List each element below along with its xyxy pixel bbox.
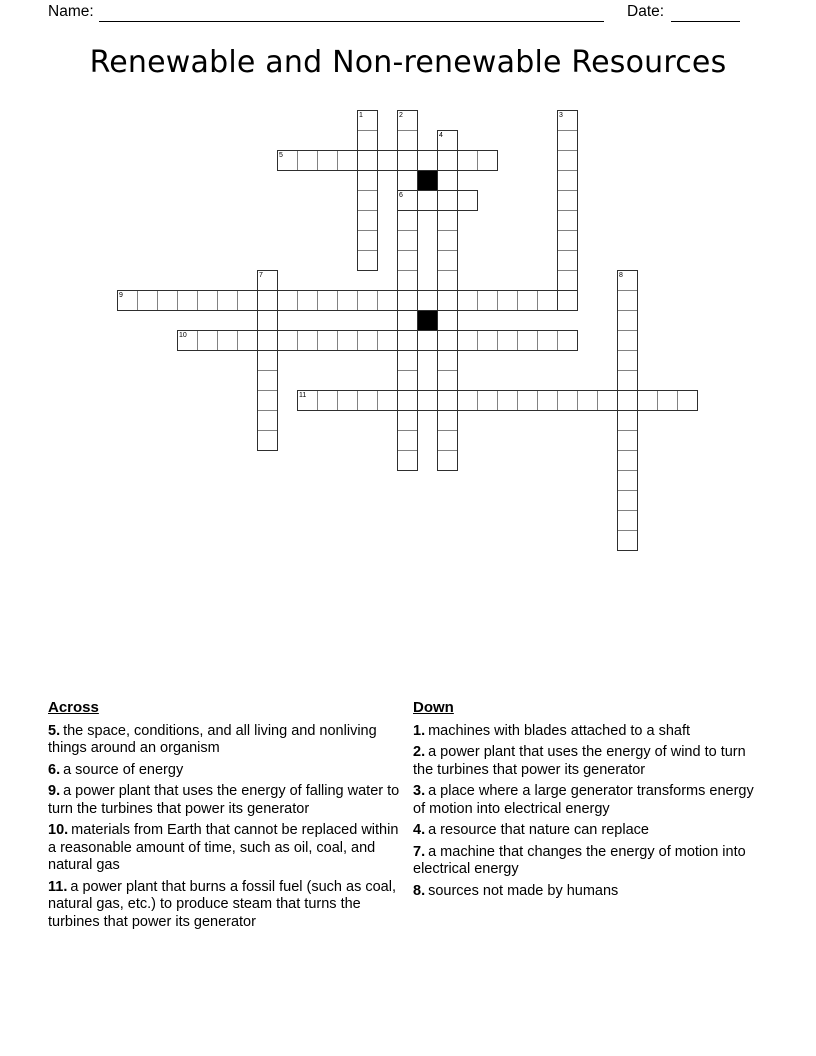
across-clues-section (48, 699, 400, 935)
grid-cell[interactable] (357, 170, 378, 191)
clue-number: 9. (48, 783, 61, 799)
clue-item (48, 822, 400, 875)
clue-number: 2. (413, 744, 426, 760)
grid-cell[interactable] (437, 250, 458, 271)
crossword-grid (117, 110, 698, 551)
grid-cell[interactable] (437, 150, 458, 171)
grid-cell[interactable] (417, 190, 438, 211)
grid-cell[interactable] (517, 290, 538, 311)
grid-cell[interactable] (437, 330, 458, 351)
grid-cell[interactable] (397, 170, 418, 191)
grid-cell[interactable] (397, 350, 418, 371)
grid-cell[interactable] (397, 430, 418, 451)
grid-cell[interactable] (617, 270, 638, 291)
blocked-cell (417, 310, 438, 331)
grid-cell[interactable] (517, 390, 538, 411)
grid-cell[interactable] (557, 230, 578, 251)
grid-cell[interactable] (237, 330, 258, 351)
clue-text: a machine that changes the energy of motion into electrical energy (413, 843, 746, 877)
grid-cell[interactable] (437, 270, 458, 291)
clue-number: 11. (48, 878, 68, 895)
clue-text: a source of energy (63, 761, 184, 778)
grid-cell[interactable] (377, 150, 398, 171)
clue-text: a power plant that burns a fossil fuel (such as coal, natural gas, etc.) to produce steam that turns the turbines that power its generator (48, 878, 396, 930)
grid-cell[interactable] (517, 330, 538, 351)
grid-cell[interactable] (617, 490, 638, 511)
clue-item (413, 844, 765, 879)
grid-cell[interactable] (377, 290, 398, 311)
grid-clue-number: 4 (439, 132, 443, 139)
grid-cell[interactable] (317, 390, 338, 411)
grid-cell[interactable] (297, 290, 318, 311)
grid-cell[interactable] (477, 290, 498, 311)
clue-number: 6. (48, 761, 61, 778)
grid-clue-number: 8 (619, 272, 623, 279)
grid-cell[interactable] (677, 390, 698, 411)
grid-cell[interactable] (437, 130, 458, 151)
grid-cell[interactable] (557, 190, 578, 211)
grid-clue-number: 3 (559, 112, 563, 119)
grid-cell[interactable] (437, 450, 458, 471)
grid-clue-number: 6 (399, 192, 403, 199)
grid-cell[interactable] (177, 290, 198, 311)
grid-cell[interactable] (257, 310, 278, 331)
down-heading: Down (413, 699, 454, 716)
grid-cell[interactable] (457, 390, 478, 411)
grid-cell[interactable] (457, 330, 478, 351)
grid-cell[interactable] (197, 290, 218, 311)
grid-cell[interactable] (497, 290, 518, 311)
across-heading: Across (48, 699, 99, 716)
clue-text: a power plant that uses the energy of falling water to turn the turbines that power its generator (48, 783, 400, 817)
grid-cell[interactable] (297, 150, 318, 171)
grid-cell[interactable] (337, 290, 358, 311)
grid-cell[interactable] (157, 290, 178, 311)
grid-clue-number: 9 (119, 292, 123, 299)
grid-cell[interactable] (257, 350, 278, 371)
grid-cell[interactable] (417, 330, 438, 351)
clue-number: 1. (413, 722, 426, 739)
grid-cell[interactable] (477, 390, 498, 411)
grid-cell[interactable] (557, 390, 578, 411)
grid-cell[interactable] (457, 150, 478, 171)
grid-cell[interactable] (557, 250, 578, 271)
grid-cell[interactable] (617, 330, 638, 351)
grid-cell[interactable] (637, 390, 658, 411)
grid-cell[interactable] (397, 190, 418, 211)
clue-text: sources not made by humans (428, 882, 619, 899)
grid-cell[interactable] (217, 290, 238, 311)
name-fill-line[interactable] (99, 0, 604, 22)
grid-cell[interactable] (397, 330, 418, 351)
grid-cell[interactable] (617, 350, 638, 371)
name-label: Name: (48, 3, 94, 20)
grid-cell[interactable] (657, 390, 678, 411)
grid-cell[interactable] (377, 330, 398, 351)
grid-cell[interactable] (397, 450, 418, 471)
grid-cell[interactable] (617, 430, 638, 451)
grid-cell[interactable] (497, 330, 518, 351)
worksheet-title: Renewable and Non-renewable Resources (89, 45, 727, 80)
clue-text: the space, conditions, and all living and nonliving things around an organism (48, 722, 377, 756)
grid-cell[interactable] (257, 390, 278, 411)
grid-cell[interactable] (397, 210, 418, 231)
blocked-cell (417, 170, 438, 191)
grid-cell[interactable] (557, 150, 578, 171)
grid-cell[interactable] (577, 390, 598, 411)
grid-clue-number: 11 (299, 392, 307, 399)
grid-cell[interactable] (357, 390, 378, 411)
clue-number: 3. (413, 783, 426, 799)
clue-text: a power plant that uses the energy of wind to turn the turbines that power its generator (413, 744, 746, 778)
grid-cell[interactable] (397, 250, 418, 271)
grid-cell[interactable] (397, 150, 418, 171)
grid-cell[interactable] (277, 330, 298, 351)
clue-item (413, 723, 765, 741)
date-fill-line[interactable] (671, 0, 740, 22)
grid-cell[interactable] (417, 150, 438, 171)
grid-cell[interactable] (297, 330, 318, 351)
grid-cell[interactable] (617, 450, 638, 471)
clue-item (413, 883, 765, 901)
grid-cell[interactable] (277, 150, 298, 171)
grid-cell[interactable] (357, 190, 378, 211)
clue-text: a resource that nature can replace (428, 822, 649, 838)
grid-cell[interactable] (477, 330, 498, 351)
clue-number: 5. (48, 722, 61, 739)
grid-cell[interactable] (237, 290, 258, 311)
grid-clue-number: 10 (179, 332, 187, 339)
clue-item (413, 783, 765, 818)
grid-cell[interactable] (337, 150, 358, 171)
grid-cell[interactable] (457, 190, 478, 211)
grid-cell[interactable] (397, 290, 418, 311)
grid-cell[interactable] (177, 330, 198, 351)
grid-cell[interactable] (617, 390, 638, 411)
grid-cell[interactable] (617, 310, 638, 331)
grid-cell[interactable] (437, 370, 458, 391)
grid-cell[interactable] (617, 510, 638, 531)
grid-cell[interactable] (397, 310, 418, 331)
clue-item (48, 723, 400, 758)
grid-cell[interactable] (317, 290, 338, 311)
grid-cell[interactable] (337, 330, 358, 351)
grid-cell[interactable] (437, 170, 458, 191)
grid-cell[interactable] (537, 330, 558, 351)
clue-number: 10. (48, 822, 69, 838)
grid-cell[interactable] (357, 130, 378, 151)
grid-cell[interactable] (357, 210, 378, 231)
grid-cell[interactable] (617, 530, 638, 551)
grid-cell[interactable] (437, 310, 458, 331)
clue-text: machines with blades attached to a shaft (428, 722, 691, 739)
grid-cell[interactable] (337, 390, 358, 411)
grid-cell[interactable] (217, 330, 238, 351)
clue-number: 8. (413, 882, 426, 899)
grid-cell[interactable] (317, 150, 338, 171)
grid-cell[interactable] (617, 290, 638, 311)
grid-cell[interactable] (397, 110, 418, 131)
grid-cell[interactable] (357, 290, 378, 311)
grid-cell[interactable] (317, 330, 338, 351)
grid-cell[interactable] (437, 430, 458, 451)
grid-cell[interactable] (277, 290, 298, 311)
grid-cell[interactable] (437, 350, 458, 371)
grid-cell[interactable] (617, 370, 638, 391)
grid-cell[interactable] (357, 330, 378, 351)
clue-item (413, 822, 765, 840)
grid-cell[interactable] (357, 230, 378, 251)
grid-cell[interactable] (397, 230, 418, 251)
grid-cell[interactable] (197, 330, 218, 351)
grid-clue-number: 5 (279, 152, 283, 159)
grid-cell[interactable] (437, 390, 458, 411)
grid-clue-number: 7 (259, 272, 263, 279)
grid-cell[interactable] (257, 430, 278, 451)
grid-cell[interactable] (397, 130, 418, 151)
grid-cell[interactable] (257, 270, 278, 291)
grid-cell[interactable] (377, 390, 398, 411)
grid-cell[interactable] (257, 290, 278, 311)
grid-cell[interactable] (437, 210, 458, 231)
clue-item (48, 783, 400, 818)
grid-cell[interactable] (557, 270, 578, 291)
grid-cell[interactable] (437, 230, 458, 251)
grid-cell[interactable] (357, 250, 378, 271)
grid-cell[interactable] (397, 410, 418, 431)
grid-cell[interactable] (597, 390, 618, 411)
grid-cell[interactable] (357, 110, 378, 131)
grid-cell[interactable] (397, 270, 418, 291)
down-clues-section (413, 699, 765, 904)
grid-cell[interactable] (557, 210, 578, 231)
clue-item (413, 744, 765, 779)
grid-cell[interactable] (617, 470, 638, 491)
grid-cell[interactable] (557, 330, 578, 351)
grid-cell[interactable] (557, 130, 578, 151)
grid-cell[interactable] (537, 390, 558, 411)
clue-text: a place where a large generator transforms energy of motion into electrical energy (413, 783, 754, 817)
grid-cell[interactable] (557, 170, 578, 191)
grid-cell[interactable] (257, 370, 278, 391)
grid-cell[interactable] (257, 330, 278, 351)
grid-cell[interactable] (257, 410, 278, 431)
clue-number: 7. (413, 843, 426, 860)
grid-cell[interactable] (297, 390, 318, 411)
grid-cell[interactable] (617, 410, 638, 431)
grid-clue-number: 1 (359, 112, 363, 119)
clue-text: materials from Earth that cannot be replaced within a reasonable amount of time, such as oil, coal, and natural gas (48, 822, 399, 873)
grid-cell[interactable] (397, 370, 418, 391)
grid-cell[interactable] (477, 150, 498, 171)
grid-cell[interactable] (117, 290, 138, 311)
clue-item (48, 879, 400, 932)
grid-cell[interactable] (497, 390, 518, 411)
grid-cell[interactable] (457, 290, 478, 311)
clue-item (48, 762, 400, 780)
clue-number: 4. (413, 822, 426, 838)
grid-cell[interactable] (437, 290, 458, 311)
grid-cell[interactable] (557, 290, 578, 311)
date-label: Date: (627, 3, 665, 20)
grid-cell[interactable] (557, 110, 578, 131)
grid-cell[interactable] (357, 150, 378, 171)
grid-cell[interactable] (397, 390, 418, 411)
grid-cell[interactable] (437, 190, 458, 211)
grid-cell[interactable] (417, 290, 438, 311)
grid-cell[interactable] (437, 410, 458, 431)
grid-clue-number: 2 (399, 112, 403, 119)
grid-cell[interactable] (417, 390, 438, 411)
grid-cell[interactable] (137, 290, 158, 311)
grid-cell[interactable] (537, 290, 558, 311)
